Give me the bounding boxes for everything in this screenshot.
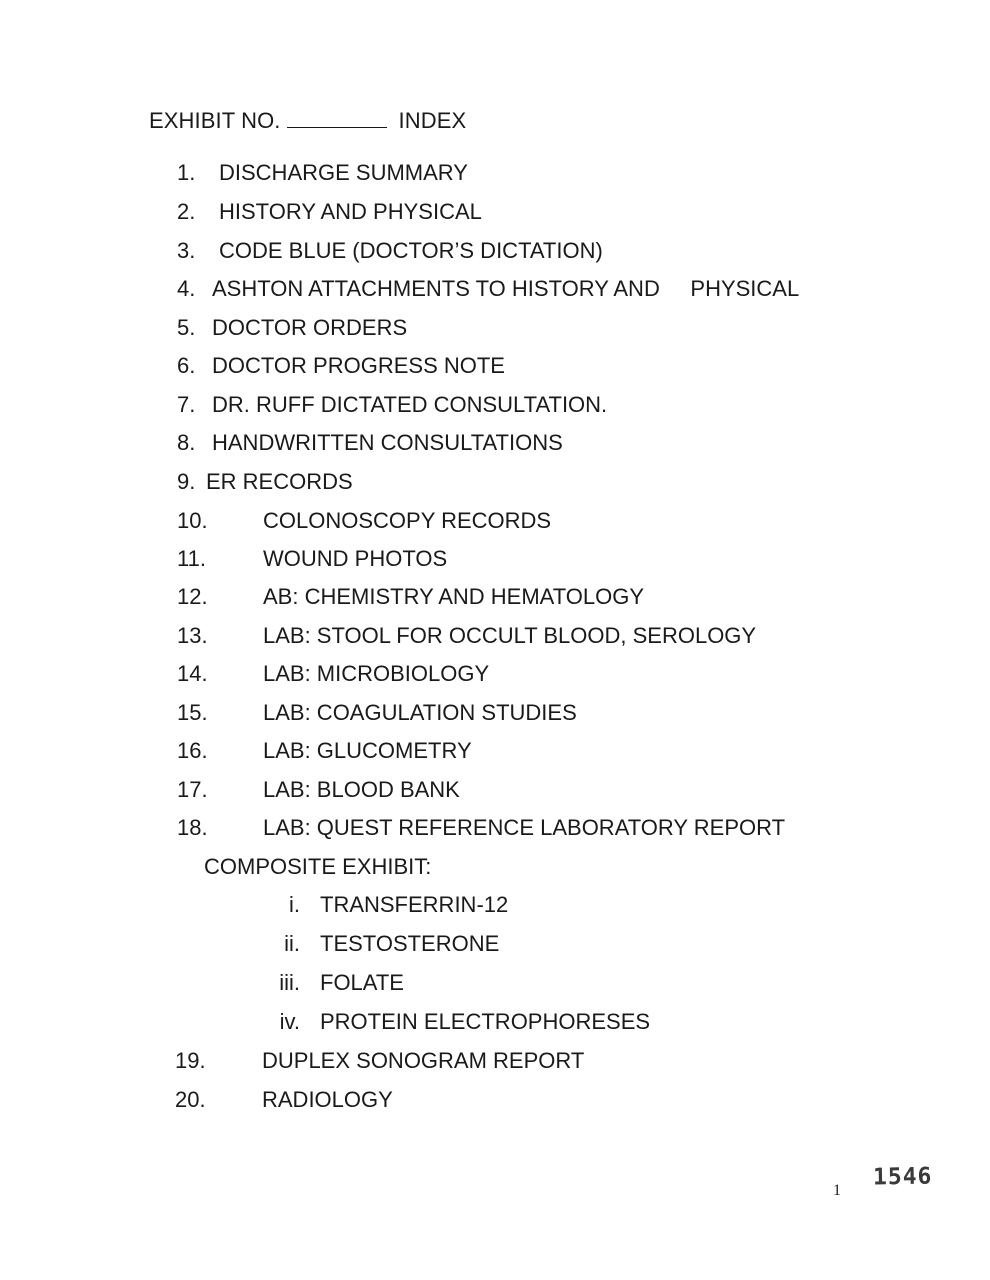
item-text: LAB: BLOOD BANK [263, 777, 460, 802]
item-number: 4. [177, 276, 196, 301]
item-text: DOCTOR PROGRESS NOTE [212, 353, 505, 378]
item-text: DR. RUFF DICTATED CONSULTATION. [212, 392, 608, 417]
item-text: COLONOSCOPY RECORDS [263, 508, 552, 533]
item-text: HISTORY AND PHYSICAL [219, 199, 482, 224]
item-number: 15. [177, 700, 208, 725]
subitem-text: PROTEIN ELECTROPHORESES [320, 1009, 651, 1034]
bates-stamp: 1546 [872, 1163, 933, 1191]
item-number: 19. [175, 1048, 206, 1073]
item-number: 2. [177, 199, 196, 224]
subitem-numeral: ii. [284, 931, 300, 956]
item-number: 16. [177, 738, 208, 763]
item-text: CODE BLUE (DOCTOR’S DICTATION) [219, 238, 603, 263]
subitem-numeral: i. [289, 892, 300, 917]
index-label: INDEX [398, 108, 467, 133]
item-text: LAB: STOOL FOR OCCULT BLOOD, SEROLOGY [263, 623, 757, 648]
item-number: 14. [177, 661, 208, 686]
item-number: 18. [177, 815, 208, 840]
item-text: LAB: QUEST REFERENCE LABORATORY REPORT [263, 815, 786, 840]
subitem-numeral: iv. [279, 1009, 300, 1034]
subitem-text: FOLATE [320, 970, 404, 995]
item-text: RADIOLOGY [262, 1087, 393, 1112]
item-number: 12. [177, 584, 208, 609]
item-text: HANDWRITTEN CONSULTATIONS [212, 430, 563, 455]
item-number: 10. [177, 508, 208, 533]
item-number: 6. [177, 353, 196, 378]
exhibit-header [149, 108, 466, 134]
item-text: ER RECORDS [206, 469, 353, 494]
item-number: 5. [177, 315, 196, 340]
item-number: 13. [177, 623, 208, 648]
item-number: 11. [177, 546, 206, 571]
item-number: 7. [177, 392, 196, 417]
item-text: DOCTOR ORDERS [212, 315, 408, 340]
item-text: WOUND PHOTOS [263, 546, 448, 571]
item-number: 20. [175, 1087, 206, 1112]
subitem-text: TRANSFERRIN-12 [320, 892, 509, 917]
item-number: 1. [177, 160, 196, 185]
item-text: LAB: COAGULATION STUDIES [263, 700, 577, 725]
item-text: DISCHARGE SUMMARY [219, 160, 468, 185]
item-number: 17. [177, 777, 208, 802]
item-number: 9. [177, 469, 196, 494]
exhibit-number-blank [287, 109, 387, 128]
item-text: LAB: GLUCOMETRY [263, 738, 472, 763]
exhibit-number-label: EXHIBIT NO. [149, 108, 281, 133]
item-text: DUPLEX SONOGRAM REPORT [262, 1048, 585, 1073]
page-number: 1 [833, 1182, 841, 1199]
item-number: 8. [177, 430, 196, 455]
subitem-text: TESTOSTERONE [320, 931, 500, 956]
composite-exhibit-label: COMPOSITE EXHIBIT: [204, 854, 432, 879]
item-text: AB: CHEMISTRY AND HEMATOLOGY [263, 584, 645, 609]
item-text: LAB: MICROBIOLOGY [263, 661, 490, 686]
subitem-numeral: iii. [279, 970, 300, 995]
item-text: ASHTON ATTACHMENTS TO HISTORY AND PHYSICAL [212, 276, 800, 301]
item-number: 3. [177, 238, 196, 263]
